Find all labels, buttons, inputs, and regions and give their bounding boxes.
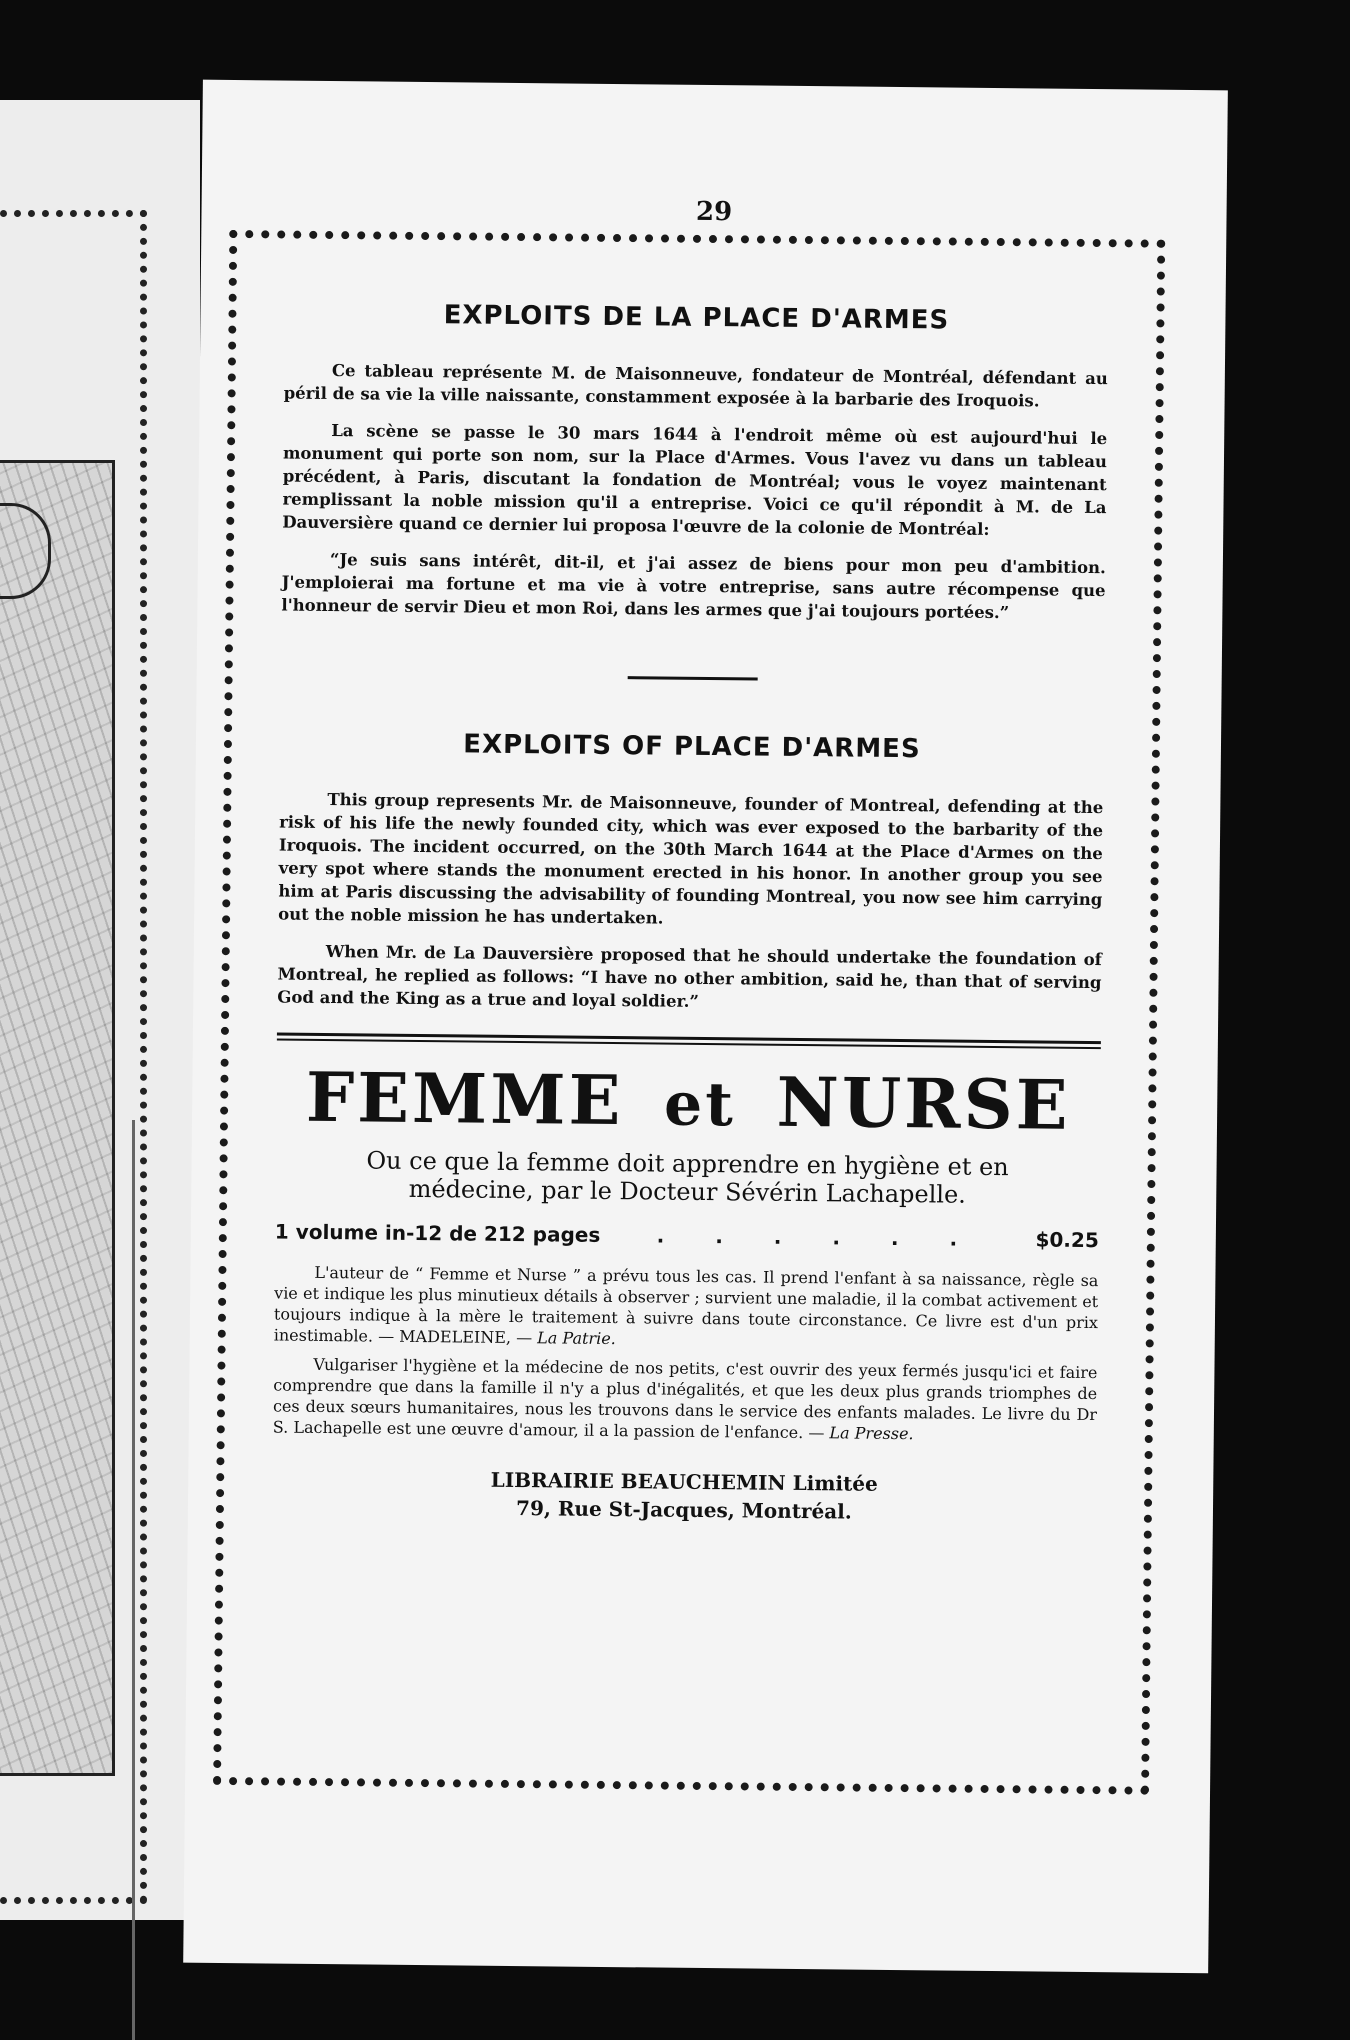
publisher-address: 79, Rue St-Jacques, Montréal. (516, 1496, 852, 1524)
english-paragraph: When Mr. de La Dauversière proposed that he should undertake the foundation of Montreal, he replied as follows: “I have no other ambition, said he, than that of serving God and the King as a true and loyal soldier.” (277, 942, 1102, 1011)
title-word-et: et (663, 1069, 737, 1141)
price: $0.25 (1035, 1227, 1099, 1253)
title-word-femme: FEMME (305, 1057, 624, 1142)
french-section (281, 299, 1108, 626)
french-paragraph: La scène se passe le 30 mars 1644 à l'endroit même où est aujourd'hui le monument qui porte son nom, sur la Place d'Armes. Vous l'avez vu dans un tableau précédent, à Paris, discutant la fondation de Montréal; vous le voyez maintenant remplissant la noble mission qu'il a entreprise. Voici ce qu'il répondit à M. de La Dauversière quand ce dernier lui proposa l'œuvre de la colonie de Montréal: (282, 421, 1108, 539)
publisher-name: LIBRAIRIE BEAUCHEMIN Limitée (490, 1467, 878, 1496)
previous-page (0, 100, 200, 1920)
publisher-block (272, 1463, 1097, 1528)
review-source: La Patrie. (537, 1328, 616, 1349)
review-paragraph (274, 1261, 1099, 1354)
advertisement-subtitle: Ou ce que la femme doit apprendre en hygiène et en médecine, par le Docteur Sévérin Lachapelle. (366, 1146, 1009, 1209)
page-gutter-line (132, 1120, 135, 2040)
french-paragraph: “Je suis sans intérêt, dit-il, et j'ai assez de biens pour mon peu d'ambition. J'emploierai ma fortune et ma vie à votre entreprise, sans autre récompense que l'honneur de servir Dieu et mon Roi, dans les armes que j'ai toujours portées.” (281, 550, 1106, 623)
review-text: L'auteur de “ Femme et Nurse ” a prévu tous les cas. Il prend l'enfant à sa naissance, règle sa vie et indique les plus minutieux détails à observer ; survient une maladie, il la combat activement et toujours indique à la mère le traitement à suivre dans toute circonstance. Ce livre est d'un prix inestimable. — MADELEINE, — (273, 1262, 1099, 1348)
english-section (277, 728, 1104, 1018)
english-heading: EXPLOITS OF PLACE D'ARMES (463, 729, 921, 765)
double-rule-divider (277, 1033, 1101, 1050)
leader-dots: . . . . . . (656, 1223, 980, 1251)
page (183, 80, 1228, 1974)
english-paragraph: This group represents Mr. de Maisonneuve, founder of Montreal, defending at the risk of his life the newly founded city, which was ever exposed to the barbarity of the Iroquois. The incident occurred, on the 30th March 1644 at the Place d'Armes on the very spot where stands the monument erected in his honor. In another group you see him at Paris discussing the advisability of founding Montreal, you now see him carrying out the noble mission he has undertaken. (278, 790, 1104, 928)
review-source: La Presse. (829, 1423, 914, 1444)
illustration-ornament (0, 503, 51, 599)
volume-price-row (275, 1219, 1099, 1252)
section-separator (628, 676, 758, 680)
ornamental-frame (213, 230, 1165, 1795)
page-number: 29 (695, 196, 733, 228)
french-paragraph: Ce tableau représente M. de Maisonneuve, fondateur de Montréal, défendant au péril de sa vie la ville naissante, constamment exposée à la barbarie des Iroquois. (283, 361, 1108, 411)
volume-info: 1 volume in-12 de 212 pages (274, 1219, 601, 1247)
title-word-nurse: NURSE (776, 1062, 1071, 1146)
previous-page-illustration (0, 460, 115, 1776)
review-text: Vulgariser l'hygiène et la médecine de nos petits, c'est ouvrir des yeux fermés jusqu'ici et faire comprendre que dans la famille il n'y a plus d'inégalités, et que les deux plus grands triomphes de ces deux sœurs humanitaires, nous les trouvons dans le service des enfants malades. Le livre du Dr S. Lachapelle est une œuvre d'amour, il a la passion de l'enfance. — (272, 1354, 1098, 1443)
page-content (272, 299, 1109, 1529)
review-paragraph (273, 1353, 1098, 1446)
advertisement-title (276, 1057, 1101, 1147)
french-heading: EXPLOITS DE LA PLACE D'ARMES (443, 300, 950, 336)
advertisement (272, 1057, 1101, 1529)
